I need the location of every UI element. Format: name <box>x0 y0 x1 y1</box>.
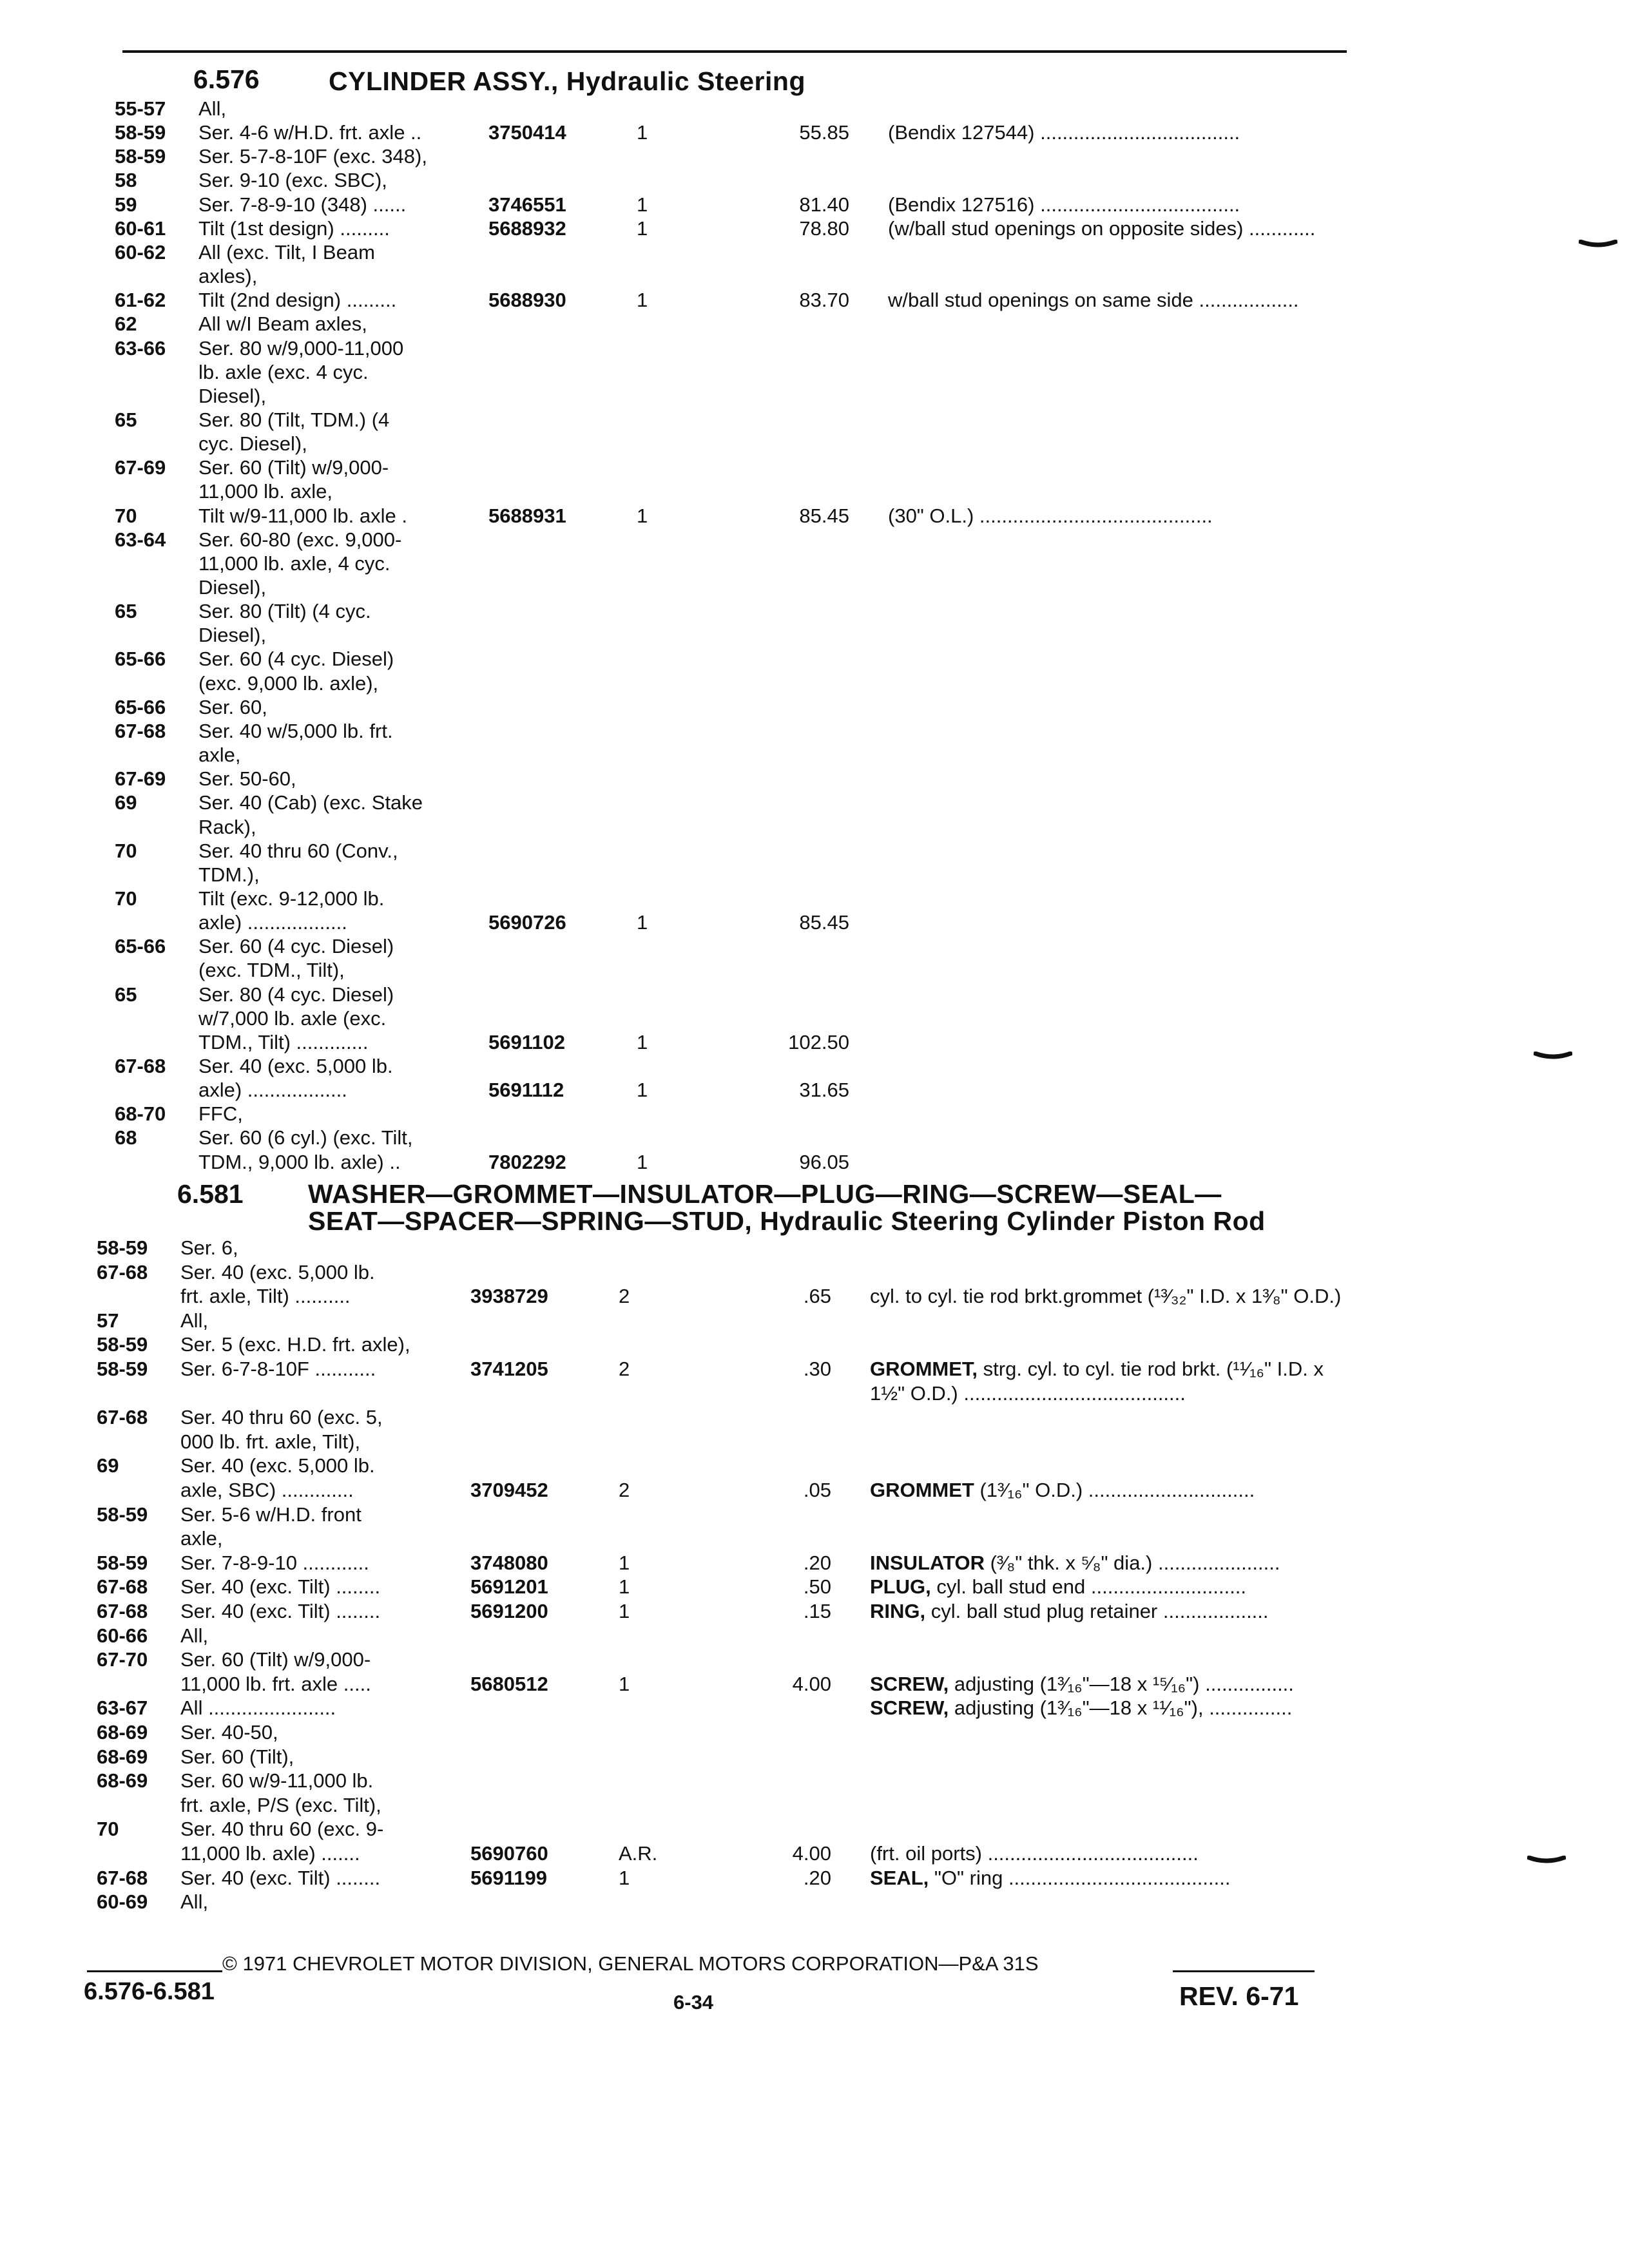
table-row <box>97 1478 1572 1502</box>
year-range: 63-64 <box>115 528 166 551</box>
model-application: All, <box>180 1309 209 1332</box>
year-range: 60-69 <box>97 1890 148 1913</box>
table-row <box>97 1332 1572 1356</box>
section-range: 6.576-6.581 <box>84 1978 215 2005</box>
model-application: 11,000 lb. axle, 4 cyc. <box>198 552 390 575</box>
table-row <box>115 695 1572 719</box>
model-application: Ser. 60 (4 cyc. Diesel) <box>198 648 394 670</box>
table-row <box>115 168 1572 192</box>
table-row <box>115 1030 1572 1054</box>
year-range: 68-70 <box>115 1102 166 1125</box>
year-range: 60-66 <box>97 1624 148 1647</box>
table-row <box>97 1357 1572 1381</box>
table-row <box>115 264 1572 288</box>
model-application: Ser. 60 w/9-11,000 lb. <box>180 1769 374 1792</box>
model-application: Ser. 80 w/9,000-11,000 <box>198 337 404 360</box>
part-description: (w/ball stud openings on opposite sides) ............ <box>888 217 1316 240</box>
model-application: All (exc. Tilt, I Beam <box>198 241 375 264</box>
part-description: 1½" O.D.) ........................................ <box>870 1382 1186 1405</box>
model-application: Rack), <box>198 816 256 838</box>
model-application: Ser. 60 (Tilt) w/9,000- <box>180 1648 371 1671</box>
part-number: 3741205 <box>470 1358 548 1380</box>
quantity: 1 <box>637 911 648 934</box>
year-range: 62 <box>115 312 137 335</box>
year-range: 70 <box>97 1818 119 1840</box>
year-range: 58-59 <box>115 121 166 144</box>
table-row <box>97 1284 1572 1308</box>
model-application: Ser. 7-8-9-10 (348) ...... <box>198 193 407 216</box>
model-application: Ser. 40 (exc. 5,000 lb. <box>198 1055 393 1077</box>
model-application: 11,000 lb. frt. axle ..... <box>180 1673 371 1695</box>
part-description: cyl. to cyl. tie rod brkt.grommet (¹³⁄₃₂" I.D. x 1³⁄₈" O.D.) <box>870 1285 1342 1307</box>
year-range: 60-61 <box>115 217 166 240</box>
year-range: 67-68 <box>97 1406 148 1428</box>
part-number: 5691200 <box>470 1600 548 1622</box>
quantity: 1 <box>637 1031 648 1053</box>
part-number: 3748080 <box>470 1552 548 1574</box>
part-number: 5690760 <box>470 1842 548 1865</box>
model-application: w/7,000 lb. axle (exc. <box>198 1007 387 1030</box>
model-application: axle) .................. <box>198 1079 347 1101</box>
list-price: .15 <box>803 1600 831 1622</box>
table-row <box>115 384 1572 408</box>
year-range: 68-69 <box>97 1769 148 1792</box>
part-number: 5688930 <box>488 289 566 311</box>
list-price: 31.65 <box>799 1079 849 1101</box>
year-range: 68-69 <box>97 1721 148 1744</box>
table-row <box>97 1381 1572 1405</box>
model-application: Ser. 40-50, <box>180 1721 278 1744</box>
model-application: axle, SBC) ............. <box>180 1479 354 1501</box>
table-row <box>115 1102 1572 1126</box>
list-price: 85.45 <box>799 505 849 527</box>
model-application: frt. axle, P/S (exc. Tilt), <box>180 1794 381 1816</box>
model-application: Diesel), <box>198 385 267 407</box>
model-application: Diesel), <box>198 576 267 599</box>
year-range: 67-68 <box>97 1575 148 1598</box>
quantity: 1 <box>637 121 648 144</box>
model-application: Ser. 40 (exc. Tilt) ........ <box>180 1867 381 1889</box>
list-price: 55.85 <box>799 121 849 144</box>
table-row <box>115 312 1572 336</box>
table-row <box>115 528 1572 552</box>
year-range: 67-69 <box>115 456 166 479</box>
model-application: (exc. 9,000 lb. axle), <box>198 672 379 695</box>
year-range: 67-69 <box>115 767 166 790</box>
section-number: 6.576 <box>193 64 260 94</box>
footer-rule-right <box>1173 1970 1315 1972</box>
table-row <box>115 288 1572 312</box>
part-number: 5691112 <box>488 1079 564 1101</box>
year-range: 58-59 <box>115 145 166 168</box>
year-range: 70 <box>115 840 137 862</box>
model-application: All, <box>180 1890 209 1913</box>
quantity: 1 <box>637 193 648 216</box>
model-application: Ser. 60, <box>198 696 267 718</box>
part-number: 5691201 <box>470 1575 548 1598</box>
part-number: 5691102 <box>488 1031 565 1053</box>
year-range: 58-59 <box>97 1358 148 1380</box>
model-application: Ser. 5-7-8-10F (exc. 348), <box>198 145 427 168</box>
table-row <box>115 934 1572 958</box>
list-price: 85.45 <box>799 911 849 934</box>
list-price: 78.80 <box>799 217 849 240</box>
table-row <box>97 1575 1572 1599</box>
year-range: 65 <box>115 408 137 431</box>
part-description: INSULATOR (³⁄₈" thk. x ⁵⁄₈" dia.) ...................... <box>870 1552 1280 1574</box>
table-row <box>115 839 1572 863</box>
part-number: 5690726 <box>488 911 566 934</box>
model-application: Tilt (exc. 9-12,000 lb. <box>198 887 385 910</box>
list-price: .20 <box>803 1867 831 1889</box>
part-number: 5688932 <box>488 217 566 240</box>
table-row <box>97 1260 1572 1284</box>
model-application: Tilt (1st design) ......... <box>198 217 390 240</box>
quantity: 1 <box>619 1552 630 1574</box>
table-row <box>97 1841 1572 1865</box>
table-row <box>115 647 1572 671</box>
model-application: Ser. 80 (Tilt) (4 cyc. <box>198 600 371 622</box>
table-row <box>115 1078 1572 1102</box>
list-price: .20 <box>803 1552 831 1574</box>
year-range: 60-62 <box>115 241 166 264</box>
part-description: (Bendix 127516) .................................... <box>888 193 1240 216</box>
table-row <box>115 623 1572 647</box>
page-number: 6-34 <box>673 1991 714 2013</box>
section-number: 6.581 <box>177 1179 244 1209</box>
table-row <box>115 1006 1572 1030</box>
part-number: 5688931 <box>488 505 566 527</box>
table-row <box>115 552 1572 575</box>
model-application: FFC, <box>198 1102 243 1125</box>
year-range: 67-68 <box>115 1055 166 1077</box>
part-description: SEAL, "O" ring ........................................ <box>870 1867 1231 1889</box>
section-title-continued: SEAT—SPACER—SPRING—STUD, Hydraulic Steering Cylinder Piston Rod <box>308 1206 1266 1236</box>
year-range: 70 <box>115 505 137 527</box>
table-row <box>115 479 1572 503</box>
model-application: (exc. TDM., Tilt), <box>198 959 345 981</box>
year-range: 67-68 <box>97 1261 148 1283</box>
model-application: All w/I Beam axles, <box>198 312 367 335</box>
year-range: 58 <box>115 169 137 191</box>
part-description: (Bendix 127544) .................................... <box>888 121 1240 144</box>
table-row <box>115 216 1572 240</box>
model-application: axles), <box>198 265 258 287</box>
year-range: 65-66 <box>115 935 166 957</box>
model-application: Tilt w/9-11,000 lb. axle . <box>198 505 407 527</box>
table-row <box>115 456 1572 479</box>
model-application: Ser. 60 (Tilt), <box>180 1745 294 1768</box>
year-range: 63-66 <box>115 337 166 360</box>
model-application: Ser. 5-6 w/H.D. front <box>180 1503 361 1526</box>
year-range: 67-68 <box>97 1600 148 1622</box>
table-row <box>115 863 1572 887</box>
table-row <box>97 1526 1572 1550</box>
binder-mark <box>1534 1052 1572 1061</box>
year-range: 67-68 <box>115 720 166 742</box>
model-application: lb. axle (exc. 4 cyc. <box>198 361 369 383</box>
table-row <box>115 408 1572 432</box>
year-range: 67-70 <box>97 1648 148 1671</box>
model-application: Ser. 40 (exc. 5,000 lb. <box>180 1261 375 1283</box>
year-range: 70 <box>115 887 137 910</box>
model-application: All, <box>180 1624 209 1647</box>
model-application: 000 lb. frt. axle, Tilt), <box>180 1430 361 1453</box>
model-application: Diesel), <box>198 624 267 646</box>
table-row <box>115 743 1572 767</box>
model-application: Ser. 4-6 w/H.D. frt. axle .. <box>198 121 422 144</box>
table-row <box>115 432 1572 456</box>
table-row <box>115 97 1572 120</box>
year-range: 65-66 <box>115 696 166 718</box>
year-range: 58-59 <box>97 1503 148 1526</box>
table-row <box>97 1503 1572 1526</box>
model-application: Ser. 7-8-9-10 ............ <box>180 1552 369 1574</box>
model-application: Ser. 40 (Cab) (exc. Stake <box>198 791 423 814</box>
model-application: Ser. 50-60, <box>198 767 296 790</box>
table-row <box>115 240 1572 264</box>
table-row <box>115 671 1572 695</box>
quantity: 1 <box>637 217 648 240</box>
list-price: 96.05 <box>799 1151 849 1173</box>
table-row <box>97 1648 1572 1671</box>
year-range: 67-68 <box>97 1867 148 1889</box>
part-description: SCREW, adjusting (1³⁄₁₆"—18 x ¹⁵⁄₁₆") ................ <box>870 1673 1294 1695</box>
revision-label: REV. 6-71 <box>1179 1981 1299 2011</box>
model-application: Ser. 40 (exc. Tilt) ........ <box>180 1575 381 1598</box>
table-row <box>115 193 1572 216</box>
table-row <box>97 1769 1572 1792</box>
year-range: 69 <box>115 791 137 814</box>
model-application: frt. axle, Tilt) .......... <box>180 1285 351 1307</box>
quantity: 1 <box>619 1600 630 1622</box>
table-row <box>97 1793 1572 1817</box>
list-price: .50 <box>803 1575 831 1598</box>
table-row <box>97 1720 1572 1744</box>
table-row <box>115 887 1572 910</box>
model-application: Ser. 6, <box>180 1236 238 1259</box>
table-row <box>115 815 1572 839</box>
list-price: .30 <box>803 1358 831 1380</box>
year-range: 63-67 <box>97 1696 148 1719</box>
model-application: TDM., 9,000 lb. axle) .. <box>198 1151 401 1173</box>
part-description: GROMMET, strg. cyl. to cyl. tie rod brkt. (¹¹⁄₁₆" I.D. x <box>870 1358 1324 1380</box>
model-application: axle, <box>198 744 241 766</box>
quantity: 1 <box>637 1151 648 1173</box>
part-number: 3746551 <box>488 193 566 216</box>
model-application: Ser. 9-10 (exc. SBC), <box>198 169 387 191</box>
part-description: (frt. oil ports) ...................................... <box>870 1842 1199 1865</box>
table-row <box>115 336 1572 360</box>
table-row <box>115 1054 1572 1078</box>
quantity: 1 <box>619 1575 630 1598</box>
list-price: 81.40 <box>799 193 849 216</box>
quantity: 1 <box>637 505 648 527</box>
model-application: Ser. 40 thru 60 (exc. 5, <box>180 1406 383 1428</box>
model-application: Ser. 60-80 (exc. 9,000- <box>198 528 402 551</box>
model-application: Ser. 40 (exc. 5,000 lb. <box>180 1454 375 1477</box>
model-application: cyc. Diesel), <box>198 432 307 455</box>
table-row <box>97 1405 1572 1429</box>
model-application: Ser. 5 (exc. H.D. frt. axle), <box>180 1333 410 1356</box>
table-row <box>97 1624 1572 1648</box>
table-row <box>97 1817 1572 1841</box>
section-title: WASHER—GROMMET—INSULATOR—PLUG—RING—SCREW—SEAL— <box>308 1179 1222 1209</box>
year-range: 59 <box>115 193 137 216</box>
part-description: RING, cyl. ball stud plug retainer ................... <box>870 1600 1269 1622</box>
part-description: (30" O.L.) .......................................... <box>888 505 1213 527</box>
model-application: Ser. 40 (exc. Tilt) ........ <box>180 1600 381 1622</box>
model-application: 11,000 lb. axle, <box>198 480 333 503</box>
table-row <box>115 120 1572 144</box>
binder-mark <box>1527 1856 1566 1865</box>
year-range: 61-62 <box>115 289 166 311</box>
quantity: 1 <box>619 1673 630 1695</box>
part-number: 5691199 <box>470 1867 547 1889</box>
table-row <box>115 791 1572 814</box>
part-description: PLUG, cyl. ball stud end ............................ <box>870 1575 1247 1598</box>
model-application: All, <box>198 97 227 120</box>
year-range: 55-57 <box>115 97 166 120</box>
year-range: 65-66 <box>115 648 166 670</box>
top-rule <box>122 50 1347 53</box>
model-application: TDM., Tilt) ............. <box>198 1031 369 1053</box>
table-row <box>115 360 1572 384</box>
year-range: 57 <box>97 1309 119 1332</box>
table-row <box>115 719 1572 743</box>
table-row <box>115 575 1572 599</box>
table-row <box>97 1672 1572 1696</box>
section-title: CYLINDER ASSY., Hydraulic Steering <box>329 66 805 96</box>
binder-mark <box>1579 240 1617 249</box>
table-row <box>115 599 1572 623</box>
quantity: 2 <box>619 1285 630 1307</box>
part-description: GROMMET (1³⁄₁₆" O.D.) .............................. <box>870 1479 1255 1501</box>
year-range: 58-59 <box>97 1236 148 1259</box>
year-range: 58-59 <box>97 1333 148 1356</box>
list-price: .65 <box>803 1285 831 1307</box>
list-price: 102.50 <box>788 1031 849 1053</box>
table-row <box>115 1150 1572 1174</box>
table-row <box>115 958 1572 982</box>
model-application: Ser. 6-7-8-10F ........... <box>180 1358 376 1380</box>
year-range: 68-69 <box>97 1745 148 1768</box>
model-application: 11,000 lb. axle) ....... <box>180 1842 360 1865</box>
model-application: Ser. 80 (4 cyc. Diesel) <box>198 983 394 1006</box>
table-row <box>115 910 1572 934</box>
footer-rule-left <box>87 1970 222 1972</box>
quantity: 1 <box>637 289 648 311</box>
table-row <box>115 1126 1572 1149</box>
table-row <box>97 1599 1572 1623</box>
model-application: Tilt (2nd design) ......... <box>198 289 397 311</box>
model-application: Ser. 40 w/5,000 lb. frt. <box>198 720 393 742</box>
list-price: 83.70 <box>799 289 849 311</box>
year-range: 58-59 <box>97 1552 148 1574</box>
table-row <box>97 1551 1572 1575</box>
table-row <box>97 1866 1572 1890</box>
table-row <box>97 1745 1572 1769</box>
model-application: Ser. 40 thru 60 (exc. 9- <box>180 1818 384 1840</box>
model-application: Ser. 80 (Tilt, TDM.) (4 <box>198 408 390 431</box>
model-application: Ser. 60 (6 cyl.) (exc. Tilt, <box>198 1126 413 1149</box>
list-price: 4.00 <box>792 1842 831 1865</box>
quantity: 1 <box>637 1079 648 1101</box>
quantity: 1 <box>619 1867 630 1889</box>
year-range: 65 <box>115 983 137 1006</box>
model-application: Ser. 60 (Tilt) w/9,000- <box>198 456 389 479</box>
table-row <box>97 1454 1572 1477</box>
table-row <box>115 144 1572 168</box>
part-number: 7802292 <box>488 1151 566 1173</box>
model-application: Ser. 40 thru 60 (Conv., <box>198 840 398 862</box>
part-description: w/ball stud openings on same side .................. <box>888 289 1299 311</box>
list-price: 4.00 <box>792 1673 831 1695</box>
table-row <box>97 1309 1572 1332</box>
table-row <box>97 1696 1572 1720</box>
part-number: 3938729 <box>470 1285 548 1307</box>
part-number: 5680512 <box>470 1673 548 1695</box>
table-row <box>115 504 1572 528</box>
quantity: 2 <box>619 1479 630 1501</box>
model-application: axle) .................. <box>198 911 347 934</box>
table-row <box>97 1430 1572 1454</box>
part-description: SCREW, adjusting (1³⁄₁₆"—18 x ¹¹⁄₁₆"), ............... <box>870 1696 1293 1719</box>
table-row <box>115 983 1572 1006</box>
table-row <box>97 1890 1572 1914</box>
model-application: Ser. 60 (4 cyc. Diesel) <box>198 935 394 957</box>
model-application: All ....................... <box>180 1696 336 1719</box>
model-application: TDM.), <box>198 863 260 886</box>
model-application: axle, <box>180 1527 223 1550</box>
quantity: A.R. <box>619 1842 658 1865</box>
copyright-notice: © 1971 CHEVROLET MOTOR DIVISION, GENERAL MOTORS CORPORATION—P&A 31S <box>222 1952 1039 1975</box>
table-row <box>97 1236 1572 1260</box>
quantity: 2 <box>619 1358 630 1380</box>
year-range: 69 <box>97 1454 119 1477</box>
list-price: .05 <box>803 1479 831 1501</box>
table-row <box>115 767 1572 791</box>
part-number: 3709452 <box>470 1479 548 1501</box>
year-range: 65 <box>115 600 137 622</box>
part-number: 3750414 <box>488 121 566 144</box>
year-range: 68 <box>115 1126 137 1149</box>
